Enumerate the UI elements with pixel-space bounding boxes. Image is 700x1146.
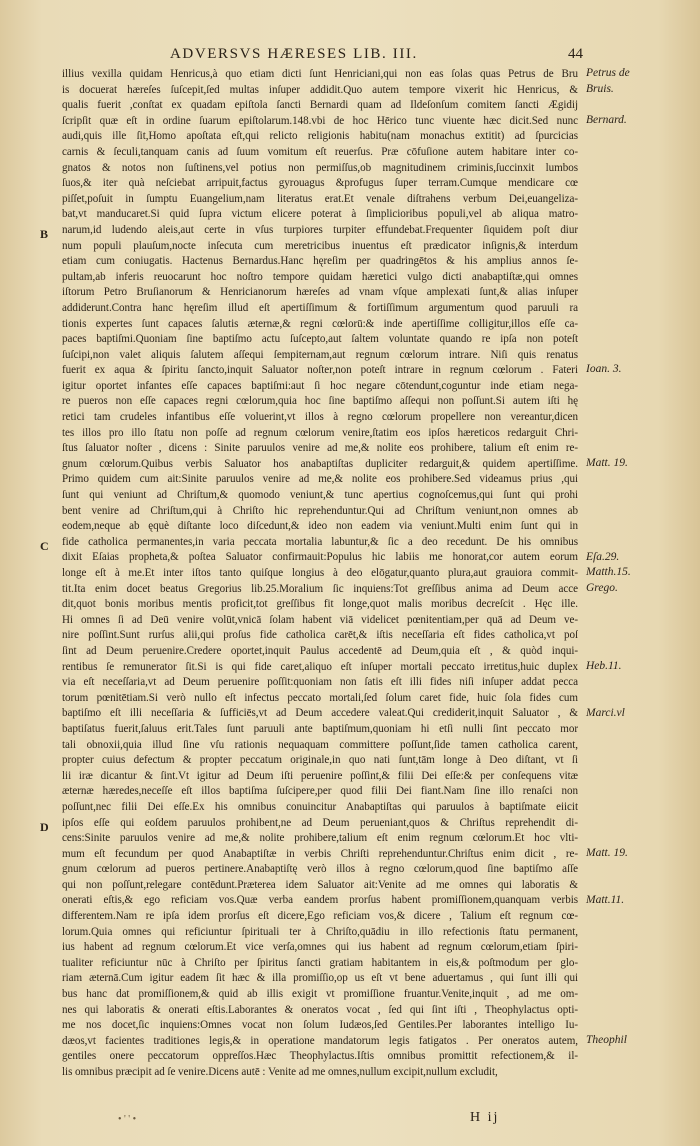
text-line: baptiſatus fuerit,ſaluus erit.Tales ſunt paruuli ante baptiſmum,quoniam hi etſi nulli ſint peccato mor	[62, 722, 578, 735]
text-line: mum eſt fecundum per quod Anabaptiſtæ in verbis Chriſti reprehenduntur.Chriſtus enim dicit , re-	[62, 847, 578, 860]
text-line: Primo quidem cum ait:Sinite paruulos venire ad me,& nolite eos prohibere.Sed videamus prius ,qui	[62, 473, 578, 486]
margin-note: Matt. 19.	[586, 457, 628, 469]
text-line: qualis fuerit ,conſtat ex quadam epiſtola ſancti Bernardi quam ad Ildeſonſum comitem ſancti Ægidij	[62, 99, 578, 112]
text-line: me nos docet,ſic inquiens:Omnes vocat non ſolum Iudæos,ſed Gentiles.Per laborantes intelligo Iu-	[62, 1019, 578, 1032]
text-line: qui non poſſunt,relegare contēdunt.Præterea idem Saluator ait:Venite ad me omnes qui laboratis &	[62, 878, 578, 891]
text-line: ius habent ad regnum cœlorum.Et vice verſa,omnes qui ius habent ad regnum cœlorum,etiam ſpiri-	[62, 941, 578, 954]
margin-note: Ioan. 3.	[586, 363, 622, 376]
text-line: tualiter reficiuntur nūc à Chriſto per ſpiritus ſancti gratiam habitantem in eis,& poſtmodum per glo-	[62, 956, 578, 969]
text-line: fuerit ex aqua & ſpiritu ſancto,inquit Saluator noſter,non poteſt intrare in regnum cœlorum . Fateri	[62, 364, 578, 377]
text-line: iſtorum Petro Bruſianorum & Henricianorum hæreſes ad vnam vſque amplexati ſunt,& alias inſuper	[62, 286, 578, 299]
margin-note: Bruis.	[586, 82, 614, 95]
text-line: fide catholica permanentes,in varia peccata mortalia labuntur,& ſic a deo recedunt. De his omnibus	[62, 535, 578, 548]
running-title: ADVERSVS HÆRESES LIB. III.	[170, 46, 418, 62]
text-line: nes qui laboratis & onerati eſtis.Laborantes & oneratos vocat , ſed qui ſint iſti , Theophylactus opti-	[62, 1003, 578, 1016]
text-line: rentibus ſe remunerator ſit.Si is qui fide caret,aliquo eſt inſuper mortali peccato irretitus,huic duplex	[62, 660, 578, 673]
text-line: cens:Sinite paruulos venire ad me,& nolite prohibere,talium eſt enim regnum cœlorum.Et hoc vlti-	[62, 832, 578, 845]
margin-note: Heb.11.	[586, 659, 622, 672]
text-line: baptiſmo eſt illi neceſſaria & ſufficiēs,vt ad Deum accedere valeat.Qui crediderit,inquit Saluator , &	[62, 707, 578, 720]
margin-note: Petrus de	[586, 67, 630, 79]
text-line: poſſunt,nec filii Dei eſſe.Ex his omnibus conuincitur Anabaptiſtas qui paruulos à baptiſmate eiicit	[62, 800, 578, 813]
text-line: carnis & ſeculi,tanquam canis ad ſuum vomitum eſt reuerſus. Præ cōfuſione autem habitare inter co-	[62, 145, 578, 158]
margin-note: Grego.	[586, 581, 618, 594]
text-line: riam æternā.Cum igitur eadem ſit hæc & illa promiſſio,op us eſt vt bene aduertamus , qui ſunt illi qui	[62, 972, 578, 985]
text-line: bus hanc dat promiſſionem,& quid ab illis exigit vt promiſſione fruantur.Venite,inquit , ad me om-	[62, 988, 578, 1001]
text-line: gentiles onere peccatorum oppreſſos.Hæc Theophylactus.Iſtis omnibus promittit refectionem,& il-	[62, 1050, 578, 1063]
signature-mark: H ij	[470, 1110, 500, 1125]
text-line: gnatos & notos non ſuſtinens,vel potius non permiſſus,ob magnitudinem criminis,ſuccinxit lumbos	[62, 161, 578, 174]
text-line: eodem,neque ab ęquè diſtante loco diſcedunt,& ideo non eadem via veniunt.Multi enim ſunt qui in	[62, 520, 578, 533]
section-letter: B	[40, 227, 49, 241]
text-line: tit.Ita enim docet beatus Gregorius lib.25.Moralium ſic inquiens:Tot greſſibus anima ad Deum acce	[62, 582, 578, 595]
text-line: ſint ad Deum peruenire.Credere oportet,inquit Paulus accedentē ad Deum,quia eſt , & quòd inqui-	[62, 644, 578, 657]
text-line: æternæ hæredes,neceſſe eſt illos baptiſma ſuſcipere,per quod filii Dei fiant.Nam ſine illo renaſci non	[62, 785, 578, 798]
margin-note: Marci.vl	[586, 706, 625, 719]
text-line: bent venire ad Chriſtum,qui à Chriſto hic reprehenduntur.Qui ad Chriſtum veniunt,non omnes ab	[62, 504, 578, 517]
text-line: lis omnibus præcipit ad ſe venire.Dicens autē : Venite ad me omnes,nullum excipit,nullum excludit,	[62, 1066, 498, 1078]
text-line: differentem.Nam re ipſa idem prorſus eſt dicere,Ego reficiam vos,& dicere , Talium eſt regnum cœ-	[62, 910, 578, 923]
text-line: audi,quis ille ſit,Homo apoſtata eſt,qui relicto religionis habitu(nam monachus extitit) ad ſpurcicias	[62, 130, 578, 143]
text-line: igitur oportet infantes eſſe capaces baptiſmi:aut ſi hoc negare cōtendunt,coguntur inde etiam nega-	[62, 379, 578, 392]
text-line: propter cuius defectum & propter peccatum originale,in quo nati ſunt,tām longe à Deo diſtant, vt ſi	[62, 754, 578, 767]
text-line: addiderunt.Contra hanc hęreſim illud eſt apertiſſimum & fortiſſimum argumentum quod paruuli ra	[62, 301, 578, 314]
margin-note: Theophil	[586, 1034, 627, 1047]
margin-note: Matt.11.	[586, 893, 625, 906]
text-line: ipſos eſſe qui eoſdem paruulos prohibent,ne ad Deum perueniant,quos & Chriſtus reprehendit di-	[62, 816, 578, 829]
text-line: ſtus ſaluator noſter , dicens : Sinite paruulos venire ad me,& nolite eos prohibere, talium eſt enim re-	[62, 442, 578, 455]
text-line: pultam,ab inferis reuocarunt hoc noſtro tempore quidam hæretici vulgo dicti anabaptiſtæ,qui omnes	[62, 270, 578, 283]
text-line: nire poſſint.Sunt rurſus alii,qui proſus fide catholica carēt,& iſtis neceſſaria eſt fides catholica,vt poſ	[62, 629, 578, 642]
text-line: bat,vt manducaret.Si quid ſupra victum elicere poterat à ſimplicioribus populi,vel ab aliqua matro-	[62, 208, 578, 221]
text-line: piſſet,poſuit in ſumptu Euangelium,nam literatus erat.Et venale diſtrahens verbum Dei,euangeliza-	[62, 192, 578, 205]
margin-note: Matth.15.	[586, 566, 631, 579]
text-line: re pueros non eſſe capaces regni cœlorum,quia hoc ſine baptiſmo aſſequi non poſſunt.Si autem iſti hę	[62, 395, 578, 408]
text-line: Hi omnes ſi ad Deū venire volūt,vnicā ſolam habent viā videlicet pœnitentiam,per quā ad Deum ve-	[62, 613, 578, 626]
text-line: tali obnoxii,quia illud ſine vſu rationis nequaquam committere poſſunt,ſide tamen catholica carent,	[62, 738, 578, 751]
margin-note: Matt. 19.	[586, 847, 628, 859]
text-line: ſcripſit quæ eſt in ordine ſuarum epiſtolarum.148.vbi de hoc Hērico tunc viuente hæc dicit.Sed nunc	[62, 114, 578, 127]
text-line: etiam cum coniugatis. Hactenus Bernardus.Hanc hęreſim per quadringētos & his amplius annos ſe-	[62, 255, 578, 268]
text-line: dit,quot bonis moribus mentis proficit,tot greſſibus fit longe,quot malis moribus decreſcit . Hęc ille.	[62, 598, 578, 611]
text-line: gnum cœlorum ad pueros pertinere.Anabaptiſtę verò illos à regno cœlorum,quod ſine baptiſmo aſſe	[62, 863, 578, 876]
text-line: dæos,vt facientes traditiones legis,& in operatione mandatorum legis fatigatos . Per oneratos autem,	[62, 1034, 578, 1047]
text-line: ſuſcipi,non valet aliquis ſalutem aſſequi ſempiternam,aut regnum cœlorum intrare. Niſi quis renatus	[62, 348, 578, 361]
ornament: • ' ' •	[118, 1114, 137, 1125]
section-letter: D	[40, 819, 49, 834]
text-line: tes illos pro illo ſtatu non poſſe ad regnum cœlorum venire,ſtatim eos ipſos hæreticos redarguit Chri-	[62, 426, 578, 439]
text-line: lii iræ dicantur & ſint.Vt igitur ad Deum iſti peruenire poſſint,& filii Dei eſſe:& per conſequens vitæ	[62, 769, 578, 782]
text-line: dixit Eſaias propheta,& poſtea Saluator confirmauit:Populus hic labiis me honorat,cor autem eorum	[62, 551, 578, 564]
text-line: longe eſt à me.Et inter iſtos tanto quiſque longius à deo elōgatur,quanto plura,aut grauiora commit-	[62, 567, 578, 579]
page-number: 44	[568, 46, 583, 62]
text-line: narum,id ludendo aleis,aut certe in vſus turpiores turpiter effundebat.Frequenter ſiquidem poſt diur	[62, 223, 578, 236]
text-line: retici tam crudeles infantibus eſſe voluerint,vt illos à regno cœlorum propellere non vereantur,dicen	[62, 411, 578, 424]
text-line: via eſt neceſſaria,vt ad Deum peruenire poſſit:quoniam non ſatis eſt illi fides niſi inſuper addat pecca	[62, 676, 578, 689]
text-line: paces baptiſmi.Quoniam ſine baptiſmo actu ſuſcepto,aut ſaltem voluntate quando re ipſa non poteſt	[62, 333, 578, 346]
section-letter: C	[40, 539, 49, 553]
text-line: tionis expertes ſunt capaces ſalutis æternæ,& regni cœlorū:& inde apertiſſime colligitur,illos eſſe ca-	[62, 317, 578, 330]
text-line: num populi plauſum,nocte inſecuta cum meretricibus inuentus eſt prædicator inſignis,& interdum	[62, 239, 578, 252]
margin-note: Bernard.	[586, 113, 627, 126]
text-line: lorum.Quia omnes qui reficiuntur ſpirituali ter à Chriſto,quādiu in illo refectionis ſtatu permanent,	[62, 925, 578, 938]
margin-note: Eſa.29.	[586, 550, 620, 563]
text-line: gnum cœlorum.Quibus verbis Saluator hos anabaptiſtas dupliciter redarguit,& quidem apertiſſime.	[62, 457, 578, 470]
text-line: ſunt qui veniunt ad Chriſtum,& quomodo veniunt,& tunc apertius cognoſcemus,qui ſunt qui prohi	[62, 489, 578, 502]
text-line: torum pœnitētiam.Si verò nullo eſt infectus peccato mortali,ſed ſolum caret fide, huic ſola fides cum	[62, 691, 578, 704]
text-line: illius vexilla quidam Henricus,à quo etiam dicti ſunt Henriciani,qui non eas ſolas quas Petrus de Bru	[62, 68, 578, 80]
text-line: is docuerat hæreſes ſuſcepit,ſed multas inſuper addidit.Quo autem tempore vixerit hic Henricus, &	[62, 83, 578, 96]
text-line: ſuos,& iter quà neſciebat arripuit,factus gyrouagus &profugus ſuper terram.Cumque mendicare cœ	[62, 177, 578, 190]
text-line: onerati eſtis,& ego reficiam vos.Quæ verba eandem prorſus habent promiſſionem,quanquam verbis	[62, 894, 578, 907]
main-text-block	[62, 67, 578, 1081]
